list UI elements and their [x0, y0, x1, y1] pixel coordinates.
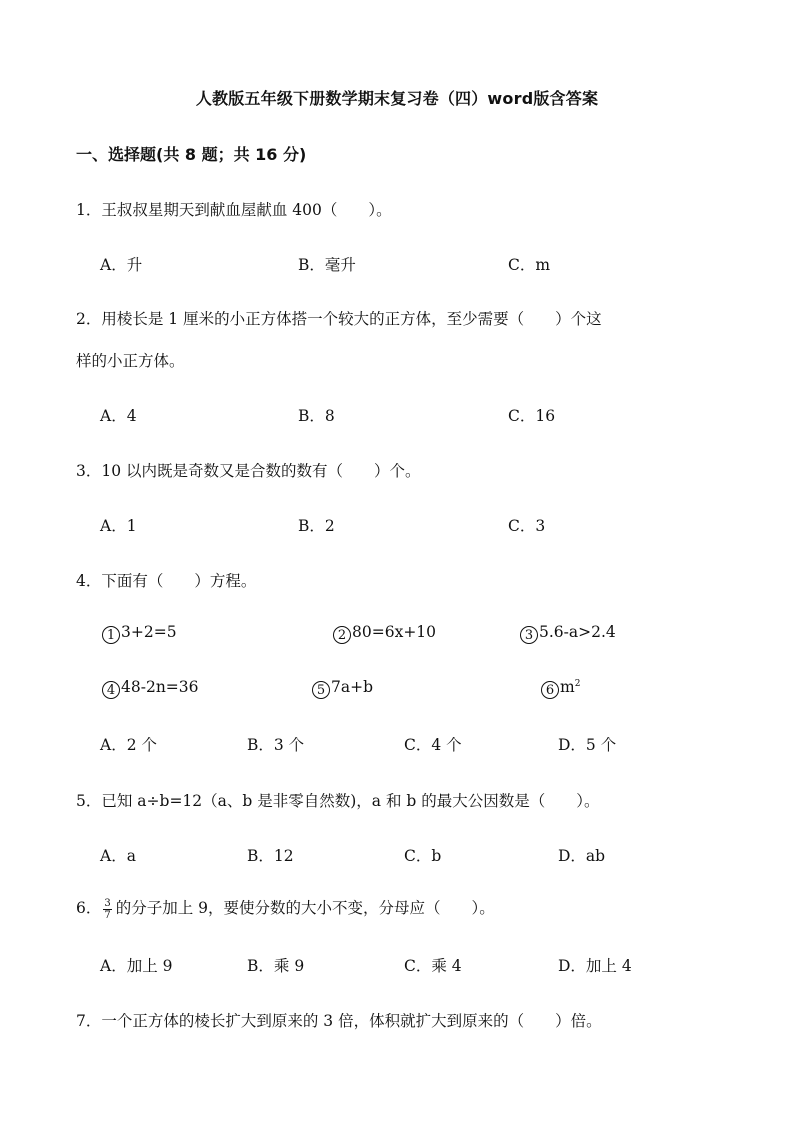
question-1: 1．王叔叔星期天到献血屋献血 400（ ）。 — [76, 201, 392, 219]
question-3: 3．10 以内既是奇数又是合数的数有（ ）个。 — [76, 462, 421, 480]
q1-option-b: B．毫升 — [298, 256, 356, 274]
q4-option-d: D．5 个 — [558, 736, 617, 754]
q4-expression: 48-2n=36 — [121, 678, 199, 696]
q6-option-a: A．加上 9 — [100, 957, 173, 975]
q4-option-a: A．2 个 — [100, 736, 157, 754]
question-4: 4．下面有（ ）方程。 — [76, 572, 257, 590]
q4-option-b: B．3 个 — [247, 736, 305, 754]
circled-number: 2 — [333, 626, 351, 644]
fraction-numerator: 3 — [104, 897, 111, 909]
q4-expression: 80=6x+10 — [352, 623, 437, 641]
q6-option-c: C．乘 4 — [404, 957, 462, 975]
q3-option-b: B．2 — [298, 517, 335, 535]
circled-number: 4 — [102, 681, 120, 699]
q2-option-c: C．16 — [508, 407, 556, 425]
q4-item-1 — [102, 623, 177, 644]
q1-option-a: A．升 — [100, 256, 143, 274]
q5-option-b: B．12 — [247, 847, 294, 865]
question-5: 5．已知 a÷b=12（a、b 是非零自然数)，a 和 b 的最大公因数是（ ）。 — [76, 792, 600, 810]
question-2-line-2: 样的小正方体。 — [76, 352, 185, 370]
q6-number: 6． — [76, 899, 102, 917]
circled-number: 6 — [541, 681, 559, 699]
q4-item-3 — [520, 623, 616, 644]
q3-option-c: C．3 — [508, 517, 546, 535]
q3-option-a: A．1 — [100, 517, 137, 535]
q4-item-5 — [312, 678, 373, 699]
q4-option-c: C．4 个 — [404, 736, 462, 754]
q4-expression: m — [560, 678, 575, 696]
q2-option-a: A．4 — [100, 407, 137, 425]
fraction — [103, 898, 111, 921]
q4-expression: 5.6-a>2.4 — [539, 623, 616, 641]
q4-item-2 — [333, 623, 436, 644]
q1-option-c: C．m — [508, 256, 551, 274]
superscript: 2 — [574, 678, 581, 689]
q6-text: 的分子加上 9，要使分数的大小不变，分母应（ ）。 — [115, 899, 495, 917]
question-6 — [76, 896, 495, 921]
document-title: 人教版五年级下册数学期末复习卷（四）word版含答案 — [195, 89, 599, 108]
question-7: 7．一个正方体的棱长扩大到原来的 3 倍，体积就扩大到原来的（ ）倍。 — [76, 1012, 602, 1030]
q4-expression: 7a+b — [331, 678, 374, 696]
q4-item-6 — [541, 678, 580, 699]
q2-option-b: B．8 — [298, 407, 335, 425]
question-2-line-1: 2．用棱长是 1 厘米的小正方体搭一个较大的正方体，至少需要（ ）个这 — [76, 310, 602, 328]
circled-number: 5 — [312, 681, 330, 699]
q4-item-4 — [102, 678, 199, 699]
q5-option-d: D．ab — [558, 847, 606, 865]
q4-expression: 3+2=5 — [121, 623, 177, 641]
section-heading: 一、选择题(共 8 题；共 16 分) — [76, 145, 307, 164]
q5-option-c: C．b — [404, 847, 442, 865]
circled-number: 3 — [520, 626, 538, 644]
q5-option-a: A．a — [100, 847, 136, 865]
fraction-denominator: 7 — [104, 909, 111, 921]
q6-option-d: D．加上 4 — [558, 957, 632, 975]
circled-number: 1 — [102, 626, 120, 644]
q6-option-b: B．乘 9 — [247, 957, 305, 975]
